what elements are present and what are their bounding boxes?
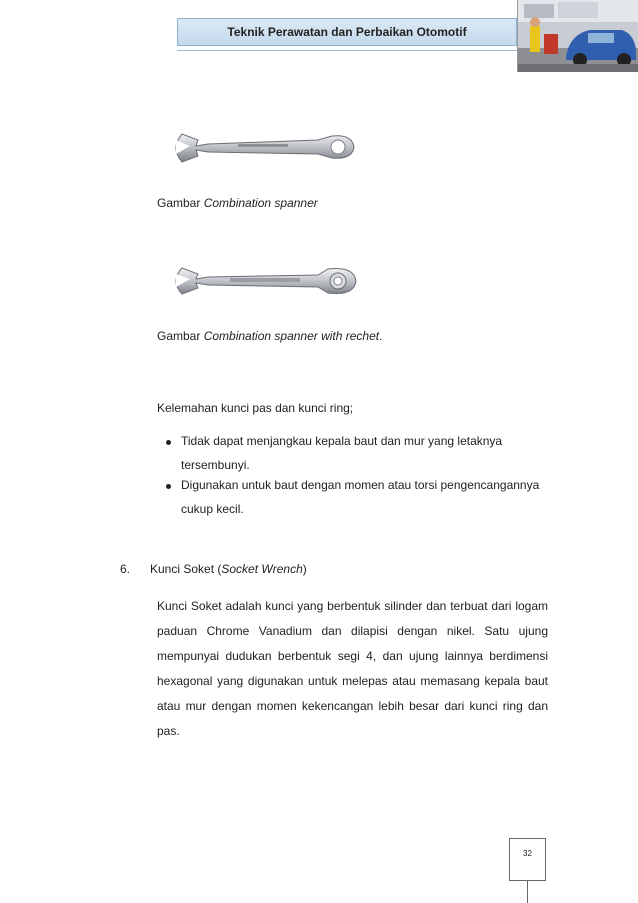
body-line-6: pas. bbox=[157, 724, 180, 738]
header-banner bbox=[177, 18, 517, 46]
section-number: 6. bbox=[120, 562, 131, 576]
figure-caption-1: Gambar Combination spanner bbox=[157, 196, 318, 210]
bullet-2-line-1: Digunakan untuk baut dengan momen atau torsi pengencangannya bbox=[181, 478, 540, 492]
bullet-icon bbox=[166, 440, 171, 445]
body-line-1: Kunci Soket adalah kunci yang berbentuk silinder dan terbuat dari logam bbox=[157, 599, 548, 613]
bullet-1-line-2: tersembunyi. bbox=[181, 458, 250, 472]
section-title: Kunci Soket (Socket Wrench) bbox=[150, 562, 307, 576]
weakness-heading: Kelemahan kunci pas dan kunci ring; bbox=[157, 401, 354, 415]
ratchet-spanner-image bbox=[168, 262, 360, 300]
figure-caption-2: Gambar Combination spanner with rechet. bbox=[157, 329, 383, 343]
bullet-1-line-1: Tidak dapat menjangkau kepala baut dan mur yang letaknya bbox=[181, 434, 503, 448]
bullet-icon bbox=[166, 484, 171, 489]
body-line-4: hexagonal yang digunakan untuk melepas atau memasang kepala baut bbox=[157, 674, 548, 688]
header-divider bbox=[177, 50, 517, 51]
footer-vertical-rule bbox=[527, 881, 528, 903]
combination-spanner-image bbox=[168, 126, 358, 168]
header-title: Teknik Perawatan dan Perbaikan Otomotif bbox=[227, 25, 467, 39]
body-line-3: mempunyai dudukan berbentuk segi 4, dan ujung lainnya berdimensi bbox=[157, 649, 548, 663]
page-number-box bbox=[509, 838, 546, 881]
body-line-2: paduan Chrome Vanadium dan dilapisi dengan nikel. Satu ujung bbox=[157, 624, 548, 638]
body-line-5: atau mur dengan momen kekencangan lebih besar dari kunci ring dan bbox=[157, 699, 548, 713]
page-number: 32 bbox=[523, 849, 532, 858]
bullet-2-line-2: cukup kecil. bbox=[181, 502, 244, 516]
header-workshop-photo bbox=[518, 0, 638, 72]
